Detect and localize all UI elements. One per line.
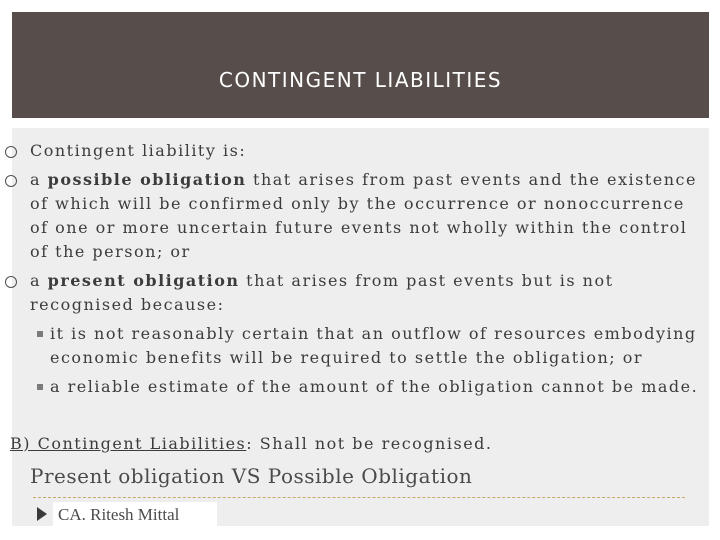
recognition-statement [10, 434, 492, 453]
sub-point-1-line-1: it is not reasonably certain that an outflow of resources embodying [50, 324, 697, 343]
author-box [53, 502, 217, 526]
title-banner [12, 12, 709, 118]
circle-bullet-icon [5, 276, 17, 288]
possible-obligation-term: possible obligation [47, 170, 247, 189]
recognition-prefix: B) [10, 434, 31, 453]
square-bullet-icon [37, 384, 43, 390]
possible-obligation-line-4: of the person; or [30, 242, 191, 261]
sub-point-1-line-2: economic benefits will be required to settle the obligation; or [50, 348, 644, 367]
recognition-rest: : Shall not be recognised. [246, 434, 493, 453]
circle-bullet-icon [5, 175, 17, 187]
present-obligation-term: present obligation [47, 271, 240, 290]
play-arrow-icon [37, 507, 47, 521]
divider-line [33, 497, 685, 498]
slide-title: CONTINGENT LIABILITIES [218, 68, 503, 92]
possible-obligation-line-2: of which will be confirmed only by the occurrence or nonoccurrence [30, 194, 685, 213]
present-obligation-line-2: recognised because: [30, 295, 225, 314]
circle-bullet-icon [5, 146, 17, 158]
recognition-label: Contingent Liabilities [31, 434, 247, 453]
intro-text: Contingent liability is: [30, 141, 247, 160]
square-bullet-icon [37, 331, 43, 337]
sub-point-2-line-1: a reliable estimate of the amount of the obligation cannot be made. [50, 377, 699, 396]
comparison-heading: Present obligation VS Possible Obligation [30, 464, 473, 488]
possible-obligation-line-3: of one or more uncertain future events not wholly within the control [30, 218, 688, 237]
author-name: CA. Ritesh Mittal [58, 505, 180, 524]
possible-obligation-line-1: a possible obligation that arises from past events and the existence [30, 170, 697, 189]
present-obligation-line-1: a present obligation that arises from past events but is not [30, 271, 614, 290]
